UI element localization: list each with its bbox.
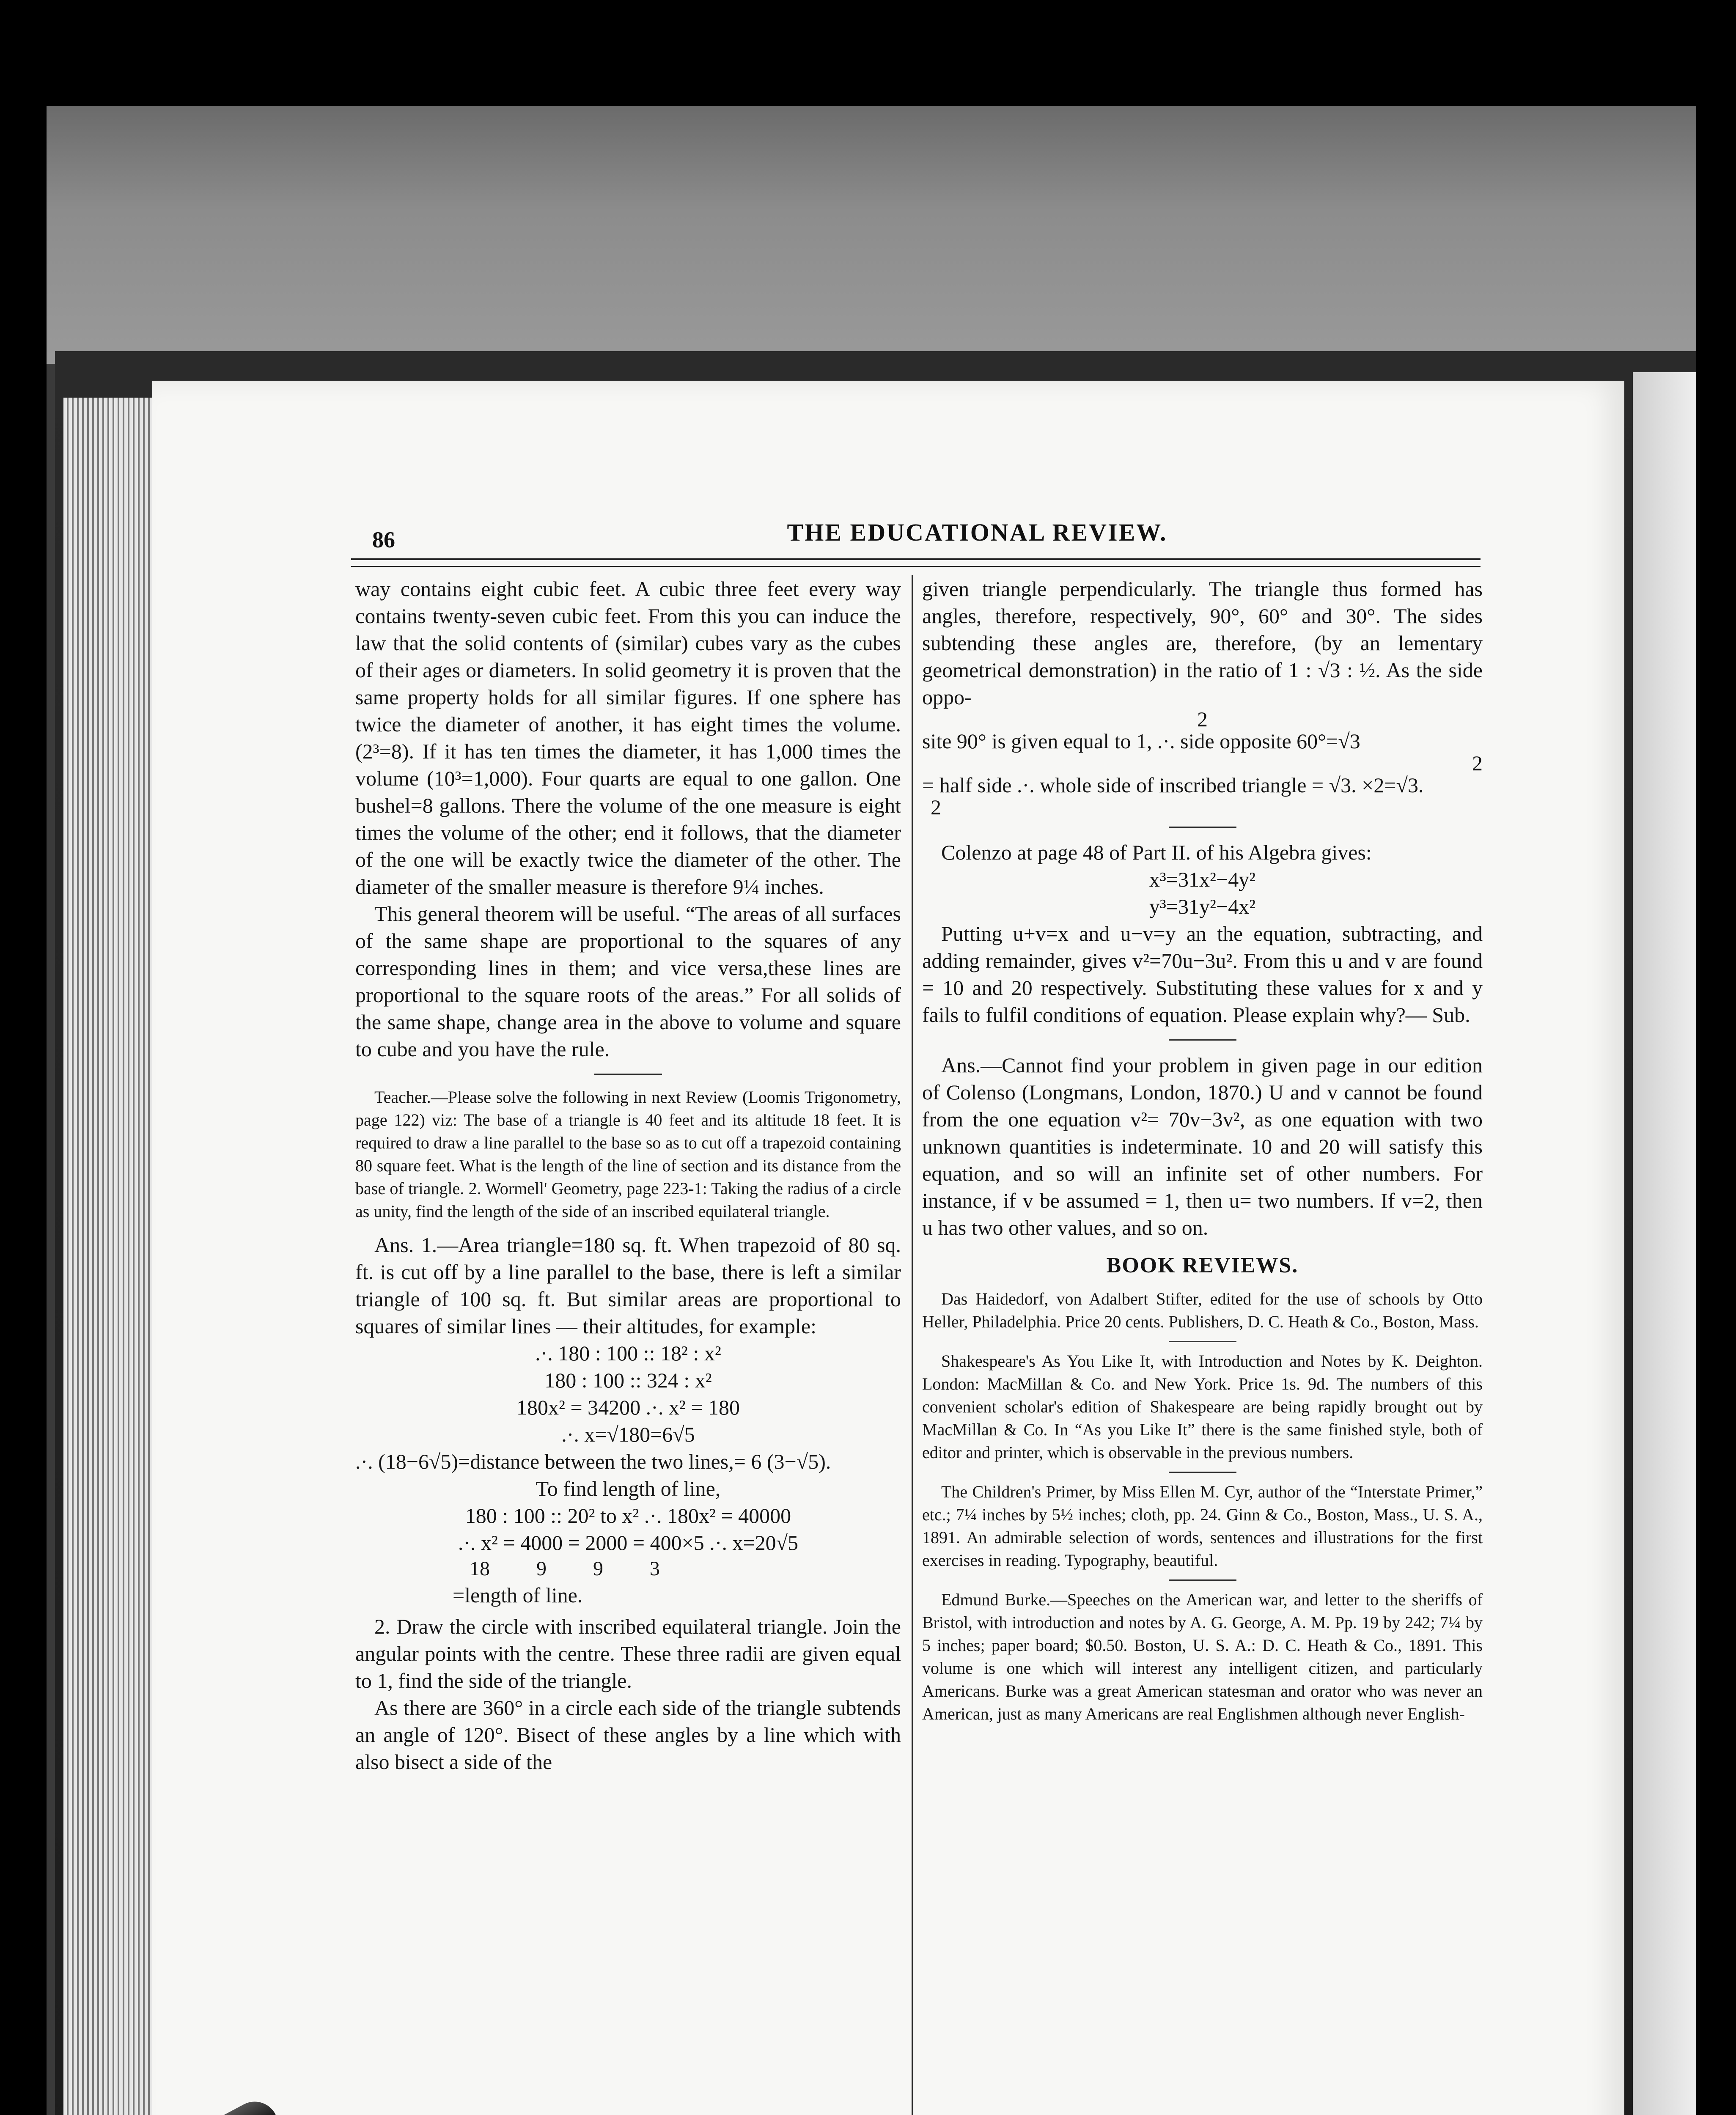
equation: .·. x² = 4000 = 2000 = 400×5 .·. x=20√5: [458, 1531, 799, 1555]
paragraph: site 90° is given equal to 1, .·. side opposite 60°=√3: [922, 729, 1360, 753]
book-review: Das Haidedorf, von Adalbert Stifter, edited for the use of schools by Otto Heller, Philadelphia. Price 20 cents. Publishers, D. C. Heath & Co., Boston, Mass.: [922, 1289, 1483, 1331]
answer-paragraph: Ans.—Cannot find your problem in given page in our edition of Colenso (Longmans, London, 1870.) U and v cannot be found from the one equation v²= 70v−3v², as one equation with two unknown quantities is indeterminate. 10 and 20 will satisfy this equation, and so will an infinite set of other numbers. For instance, if v be assumed = 1, then u= two numbers. If v=2, then u has two other values, and so on.: [922, 1053, 1483, 1239]
page-stack-edges: [63, 398, 157, 2115]
equation: To find length of line,: [536, 1477, 721, 1500]
equation: 180 : 100 :: 324 : x²: [544, 1368, 712, 1392]
book-reviews-heading: BOOK REVIEWS.: [1106, 1253, 1299, 1277]
equation: .·. (18−6√5)=distance between the two lines,= 6 (3−√5).: [355, 1450, 831, 1473]
fraction-denominator: 2: [931, 795, 941, 819]
left-column: [355, 575, 901, 1775]
book-review: Shakespeare's As You Like It, with Introduction and Notes by K. Deighton. London: MacMillan & Co. and New York. Price 1s. 9d. The numbers of this convenient scholar's edition of Shakespeare are being rapidly brought out by MacMillan & Co. In “As you Like It” there is the same finished style, both of editor and printer, which is observable in the previous numbers.: [922, 1351, 1483, 1462]
fraction-denominators: [355, 1556, 901, 1582]
paragraph: As there are 360° in a circle each side of the triangle subtends an angle of 120°. Bisect of these angles by a line which with also bisect a side of the: [355, 1696, 901, 1774]
facing-page-edge: [1633, 372, 1696, 2115]
denominator: 18: [470, 1557, 490, 1580]
equation: =length of line.: [453, 1583, 583, 1607]
denominator: 3: [650, 1557, 660, 1580]
equation: .·. 180 : 100 :: 18² : x²: [535, 1341, 721, 1365]
section-separator: [1169, 1472, 1236, 1473]
page-number: 86: [372, 527, 395, 552]
fraction-denominator: 2: [1197, 707, 1208, 731]
header-rule: [351, 558, 1481, 567]
equation: 180x² = 34200 .·. x² = 180: [516, 1395, 740, 1419]
section-separator: [594, 1074, 662, 1075]
denominator: 9: [593, 1557, 603, 1580]
column-divider: [912, 575, 913, 2115]
equation: .·. x=√180=6√5: [561, 1423, 695, 1446]
paragraph: 2. Draw the circle with inscribed equilateral triangle. Join the angular points with the centre. These three radii are given equal to 1, find the side of the triangle.: [355, 1615, 901, 1692]
paragraph: Putting u+v=x and u−v=y an the equation, subtracting, and adding remainder, gives v²=70u−3u². From this u and v are found = 10 and 20 respectively. Substituting these values for x and y fails to fulfil conditions of equation. Please explain why?— Sub.: [922, 922, 1483, 1027]
section-separator: [1169, 827, 1236, 828]
book-review: Edmund Burke.—Speeches on the American war, and letter to the sheriffs of Bristol, with introduction and notes by A. G. George, A. M. Pp. 19 by 242; 7¼ by 5 inches; paper board; $0.50. Boston, U. S. A.: D. C. Heath & Co., 1891. This volume is one which will interest any intelligent citizen, and particularly Americans. Burke was a great American statesman and orator who was never an American, just as many Americans are real Englishmen although never English-: [922, 1590, 1483, 1723]
paragraph: = half side .·. whole side of inscribed triangle = √3. ×2=√3.: [922, 773, 1424, 797]
book-review: The Children's Primer, by Miss Ellen M. Cyr, author of the “Interstate Primer,” etc.; 7¼ inches by 5½ inches; cloth, pp. 24. Ginn & Co., Boston, Mass., U. S. A., 1891. An admirable selection of words, sentences and illustrations for the first exercises in reading. Typography, beautiful.: [922, 1482, 1483, 1570]
right-column: [922, 575, 1483, 1725]
equation: y³=31y²−4x²: [1149, 895, 1256, 918]
paragraph: This general theorem will be useful. “The areas of all surfaces of the same shape are proportional to the squares of any corresponding lines in them; and vice versa,these lines are proportional to the square roots of the areas.” For all solids of the same shape, change area in the above to volume and square to cube and you have the rule.: [355, 902, 901, 1061]
section-separator: [1169, 1341, 1236, 1342]
answer-paragraph: Ans. 1.—Area triangle=180 sq. ft. When trapezoid of 80 sq. ft. is cut off by a line parallel to the base, there is left a similar triangle of 100 sq. ft. But similar areas are proportional to squares of similar lines — their altitudes, for example:: [355, 1233, 901, 1338]
equation: 180 : 100 :: 20² to x² .·. 180x² = 40000: [465, 1504, 791, 1527]
paragraph: given triangle perpendicularly. The triangle thus formed has angles, therefore, respectively, 90°, 60° and 30°. The sides subtending these angles are, therefore, (by an lementary geometrical demonstration) in the ratio of 1 : √3 : ½. As the side oppo-: [922, 577, 1483, 709]
fraction-denominator: 2: [1472, 751, 1483, 775]
paragraph: way contains eight cubic feet. A cubic three feet every way contains twenty-seven cubic feet. From this you can induce the law that the solid contents of (similar) cubes vary as the cubes of their ages or diameters. In solid geometry it is proven that the same property holds for all similar figures. If one sphere has twice the diameter of another, it has eight times the volume. (2³=8). If it has ten times the diameter, it has 1,000 times the volume (10³=1,000). Four quarts are equal to one gallon. One bushel=8 gallons. There the volume of the one measure is eight times the volume of the other; end it follows, that the diameter of the one will be exactly twice the diameter of the other. The diameter of the smaller measure is therefore 9¼ inches.: [355, 577, 901, 898]
section-separator: [1169, 1579, 1236, 1581]
teacher-query: Teacher.—Please solve the following in next Review (Loomis Trigonometry, page 122) viz: The base of a triangle is 40 feet and its altitude 18 feet. It is required to draw a line parallel to the base so as to cut off a trapezoid containing 80 square feet. What is the length of the line of section and its distance from the base of triangle. 2. Wormell' Geometry, page 223-1: Taking the radius of a circle as unity, find the length of the side of an inscribed equilateral triangle.: [355, 1088, 901, 1221]
background-wall: [47, 106, 1696, 368]
paragraph: Colenzo at page 48 of Part II. of his Algebra gives:: [941, 841, 1372, 864]
section-separator: [1169, 1039, 1236, 1041]
denominator: 9: [536, 1557, 547, 1580]
equation: x³=31x²−4y²: [1149, 868, 1256, 891]
running-head: THE EDUCATIONAL REVIEW.: [787, 519, 1167, 546]
